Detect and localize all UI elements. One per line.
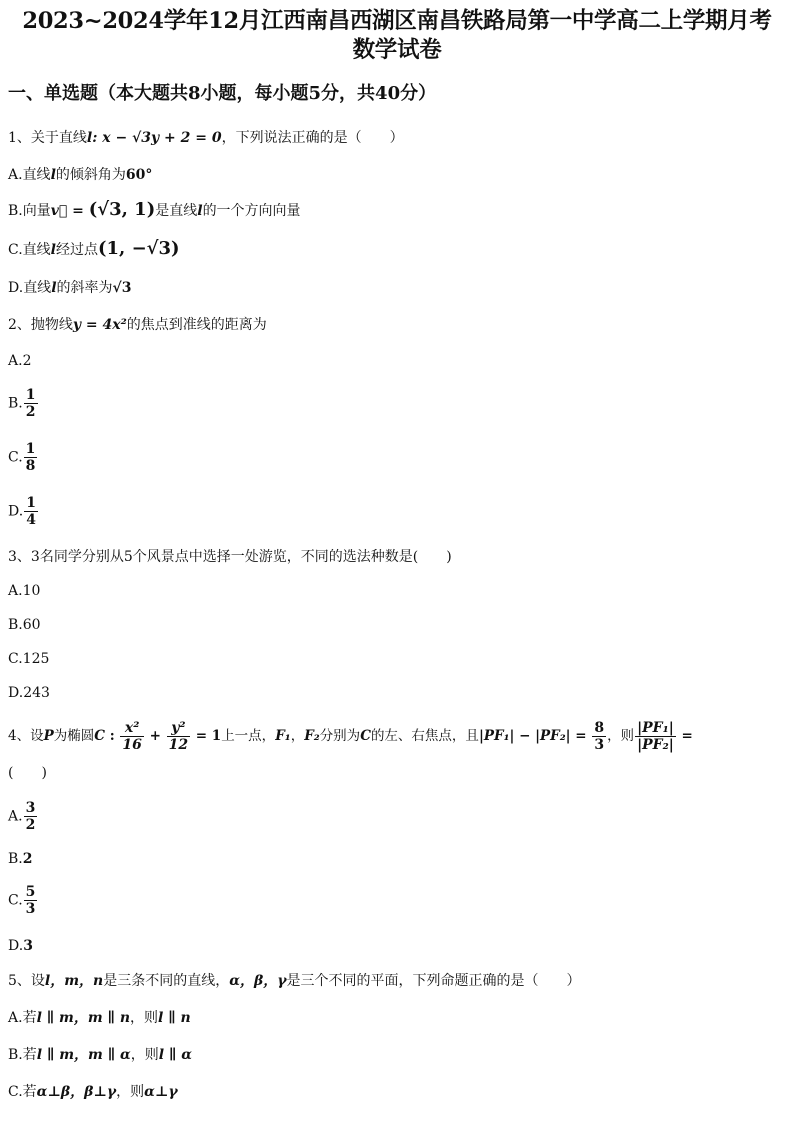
- q3-option-a: [8, 581, 40, 601]
- fraction: [24, 884, 38, 917]
- denominator: 2: [25, 404, 36, 420]
- fraction: [24, 495, 38, 528]
- option-text: 10: [22, 583, 41, 599]
- numerator: 1: [26, 495, 36, 511]
- denominator: 12: [168, 737, 189, 753]
- stem-text: ，则: [607, 728, 635, 744]
- option-math: (1, −√3): [98, 238, 180, 259]
- option-math: 2: [22, 851, 33, 867]
- option-letter: B.: [8, 203, 23, 219]
- stem-text: 抛物线: [30, 317, 73, 333]
- stem-text: 为椭圆: [53, 728, 95, 744]
- q1-option-b: [8, 200, 301, 221]
- option-letter: B.: [8, 1047, 23, 1063]
- option-text: 60: [22, 617, 41, 633]
- stem-text: 分别为: [319, 728, 361, 744]
- denominator: |PF₂|: [637, 737, 674, 753]
- option-math: l ∥ m，m ∥ n: [36, 1010, 131, 1026]
- q4-option-a: [8, 800, 38, 833]
- option-text: 直线: [23, 280, 52, 296]
- question-number: 4、: [8, 728, 31, 744]
- option-math: l ∥ n: [158, 1010, 191, 1026]
- line-equation: l: x − √3y + 2 = 0: [86, 130, 222, 146]
- answer-blank: ( ): [8, 765, 47, 781]
- option-letter: C.: [8, 449, 23, 466]
- numerator: 3: [25, 800, 36, 816]
- option-math: √3: [112, 280, 132, 296]
- option-text: 是直线: [155, 203, 198, 219]
- option-letter: C.: [8, 892, 23, 909]
- option-math: l ∥ m，m ∥ α: [36, 1047, 131, 1063]
- numerator: x²: [120, 720, 143, 737]
- q4-option-c: [8, 884, 38, 917]
- option-letter: B.: [8, 395, 23, 412]
- option-letter: A.: [8, 583, 23, 599]
- fraction: [635, 720, 676, 753]
- math-op: =: [676, 728, 693, 744]
- math-var: l: [50, 167, 56, 183]
- option-math: (√3, 1): [88, 199, 156, 220]
- math-var: l: [51, 280, 57, 296]
- numerator: 8: [594, 720, 605, 736]
- q1-option-d: [8, 278, 131, 298]
- denominator: 3: [25, 901, 36, 917]
- option-letter: D.: [8, 685, 24, 701]
- q2-option-c: [8, 441, 38, 474]
- option-math: l ∥ α: [158, 1047, 193, 1063]
- math-var: l: [197, 203, 203, 219]
- vector-v: v⃗: [50, 203, 68, 219]
- option-text: 直线: [22, 167, 51, 183]
- q3-option-b: [8, 615, 41, 635]
- option-letter: C.: [8, 651, 23, 667]
- q2-option-a: [8, 351, 31, 371]
- numerator: 1: [25, 387, 36, 403]
- denominator: 3: [594, 737, 605, 753]
- option-letter: D.: [8, 503, 24, 520]
- fraction: [167, 720, 190, 753]
- numerator: y²: [167, 720, 190, 737]
- numerator: |PF₁|: [637, 720, 674, 736]
- question-1-stem: [8, 128, 404, 148]
- math-var: l: [50, 242, 56, 258]
- option-text: 2: [22, 353, 32, 369]
- question-2-stem: [8, 315, 267, 335]
- question-5-stem: [8, 971, 581, 991]
- stem-text: ，下列说法正确的是（ ）: [221, 130, 404, 146]
- option-letter: A.: [8, 167, 23, 183]
- numerator: 1: [25, 441, 36, 457]
- math-var: C: [94, 728, 105, 744]
- option-letter: B.: [8, 617, 23, 633]
- option-letter: A.: [8, 808, 23, 825]
- section-heading: 一、单选题（本大题共8小题，每小题5分，共40分）: [8, 83, 437, 104]
- option-text: 向量: [22, 203, 51, 219]
- fraction: [24, 441, 38, 474]
- math-var: C: [360, 728, 371, 744]
- fraction: [24, 800, 38, 833]
- option-text: 若: [22, 1084, 37, 1100]
- question-number: 3、: [8, 549, 31, 565]
- question-number: 5、: [8, 973, 31, 989]
- option-letter: B.: [8, 851, 23, 867]
- stem-text: 的焦点到准线的距离为: [126, 317, 267, 333]
- question-number: 2、: [8, 317, 31, 333]
- option-math: 3: [23, 938, 33, 954]
- parabola-equation: y = 4x²: [72, 317, 127, 333]
- numerator: 5: [25, 884, 36, 900]
- option-letter: C.: [8, 1084, 23, 1100]
- math-expression: |PF₁| − |PF₂| =: [478, 728, 592, 744]
- denominator: 4: [26, 512, 36, 528]
- stem-text: 的左、右焦点，且: [370, 728, 479, 744]
- option-text: ，则: [130, 1010, 159, 1026]
- q5-option-c: [8, 1082, 178, 1102]
- q3-option-c: [8, 649, 49, 669]
- option-letter: D.: [8, 938, 24, 954]
- q1-option-a: [8, 165, 152, 185]
- option-text: ，则: [130, 1047, 159, 1063]
- stem-text: 3名同学分别从5个风景点中选择一处游览，不同的选法种数是( ): [30, 549, 452, 565]
- stem-text: 是三个不同的平面，下列命题正确的是（ ）: [286, 973, 581, 989]
- q4-option-d: [8, 936, 33, 956]
- option-math: 60°: [125, 167, 153, 183]
- option-letter: A.: [8, 1010, 23, 1026]
- question-3-stem: [8, 547, 452, 567]
- option-text: 的一个方向向量: [202, 203, 301, 219]
- stem-text: 是三条不同的直线，: [103, 973, 230, 989]
- option-text: 若: [22, 1047, 37, 1063]
- math-colon: :: [105, 728, 120, 744]
- q5-option-b: [8, 1045, 192, 1065]
- option-text: 243: [23, 685, 50, 701]
- math-op: +: [144, 728, 166, 744]
- denominator: 2: [25, 817, 36, 833]
- math-vars: α，β，γ: [229, 973, 287, 989]
- math-var: F₁: [275, 728, 291, 744]
- option-text: 的倾斜角为: [55, 167, 126, 183]
- stem-text: 设: [30, 973, 45, 989]
- question-number: 1、: [8, 130, 31, 146]
- option-text: 若: [22, 1010, 37, 1026]
- q2-option-b: [8, 387, 39, 420]
- denominator: 16: [122, 737, 142, 753]
- math-var: F₂: [304, 728, 320, 744]
- option-math: α⊥β，β⊥γ: [36, 1084, 117, 1100]
- option-letter: D.: [8, 280, 24, 296]
- question-4-stem: [8, 720, 693, 753]
- option-math: α⊥γ: [144, 1084, 178, 1100]
- option-letter: C.: [8, 242, 23, 258]
- fraction: [120, 720, 143, 753]
- option-letter: A.: [8, 353, 23, 369]
- math-eq: =: [67, 203, 89, 219]
- math-vars: l，m，n: [44, 973, 104, 989]
- fraction: [592, 720, 606, 753]
- stem-text: 上一点，: [221, 728, 276, 744]
- q3-option-d: [8, 683, 50, 703]
- option-text: 经过点: [56, 242, 98, 258]
- stem-text: ，: [290, 728, 305, 744]
- stem-text: 设: [30, 728, 44, 744]
- q4-option-b: [8, 849, 33, 869]
- exam-title-line-2: 数学试卷: [352, 37, 442, 63]
- math-op: = 1: [191, 728, 222, 744]
- fraction: [24, 387, 38, 420]
- stem-text: 关于直线: [30, 130, 87, 146]
- question-4-tail: [8, 763, 47, 783]
- exam-title-line-1: 2023~2024学年12月江西南昌西湖区南昌铁路局第一中学高二上学期月考: [22, 8, 772, 34]
- option-text: 的斜率为: [56, 280, 113, 296]
- option-text: ，则: [116, 1084, 145, 1100]
- q2-option-d: [8, 495, 39, 528]
- option-text: 125: [22, 651, 50, 667]
- q1-option-c: [8, 239, 180, 260]
- denominator: 8: [25, 458, 36, 474]
- math-var: P: [43, 728, 54, 744]
- option-text: 直线: [22, 242, 51, 258]
- q5-option-a: [8, 1008, 191, 1028]
